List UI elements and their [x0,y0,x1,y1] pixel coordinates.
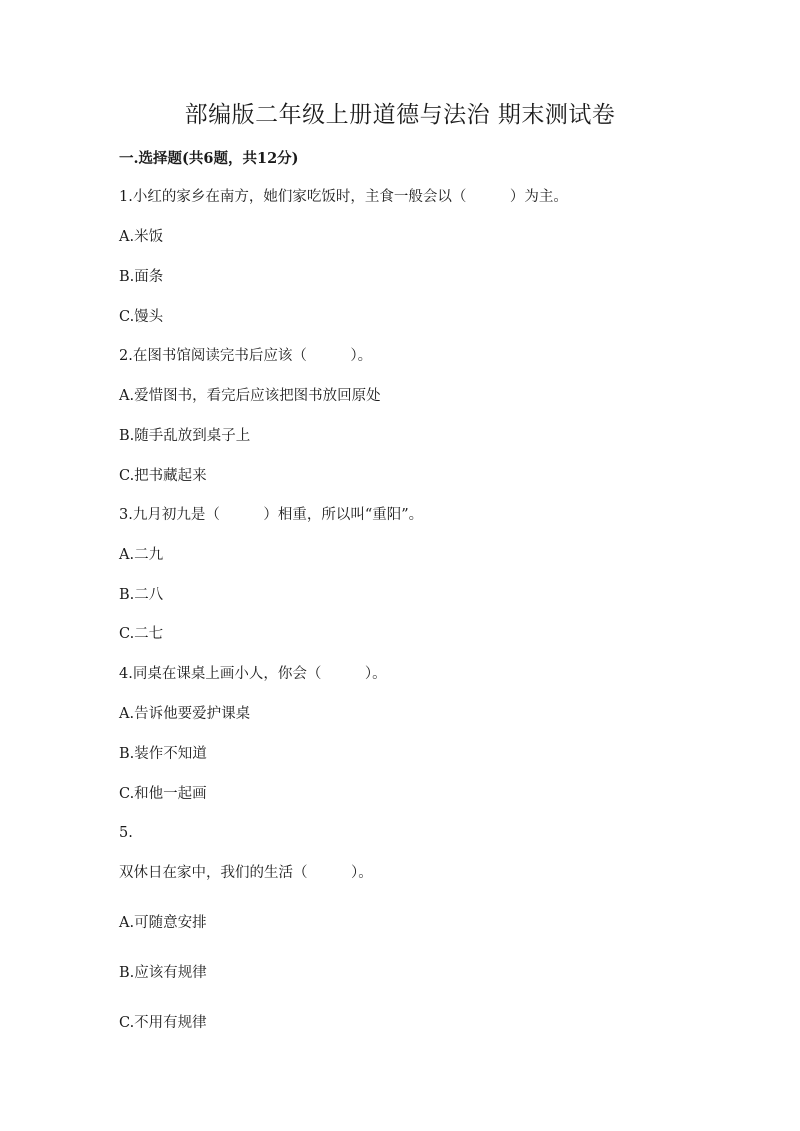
question-2-option-b: B.随手乱放到桌子上 [119,428,251,444]
page-title: 部编版二年级上册道德与法治 期末测试卷 [184,102,616,128]
section-heading: 一.选择题(共6题，共12分) [119,150,299,167]
question-3-option-b: B.二八 [119,587,164,603]
question-2-option-a: A.爱惜图书，看完后应该把图书放回原处 [119,388,381,404]
question-5-option-b: B.应该有规律 [119,965,207,981]
question-1-option-a: A.米饭 [119,229,164,245]
question-1-stem: 1.小红的家乡在南方，她们家吃饭时，主食一般会以（ ）为主。 [119,189,568,205]
question-4-stem: 4.同桌在课桌上画小人，你会（ ）。 [119,666,387,682]
question-2-stem: 2.在图书馆阅读完书后应该（ ）。 [119,348,373,364]
question-4-option-c: C.和他一起画 [119,786,207,802]
question-4-option-b: B.装作不知道 [119,746,207,762]
question-3-option-a: A.二九 [119,547,164,563]
question-3-option-c: C.二七 [119,626,164,642]
question-2-option-c: C.把书藏起来 [119,468,207,484]
question-5-number: 5. [119,825,133,841]
question-4-option-a: A.告诉他要爱护课桌 [119,706,251,722]
question-5-option-a: A.可随意安排 [119,915,207,931]
question-5-option-c: C.不用有规律 [119,1015,207,1031]
question-5-stem: 双休日在家中，我们的生活（ ）。 [119,865,373,881]
question-3-stem: 3.九月初九是（ ）相重，所以叫“重阳”。 [119,507,424,523]
question-1-option-b: B.面条 [119,269,164,285]
question-1-option-c: C.馒头 [119,309,164,325]
